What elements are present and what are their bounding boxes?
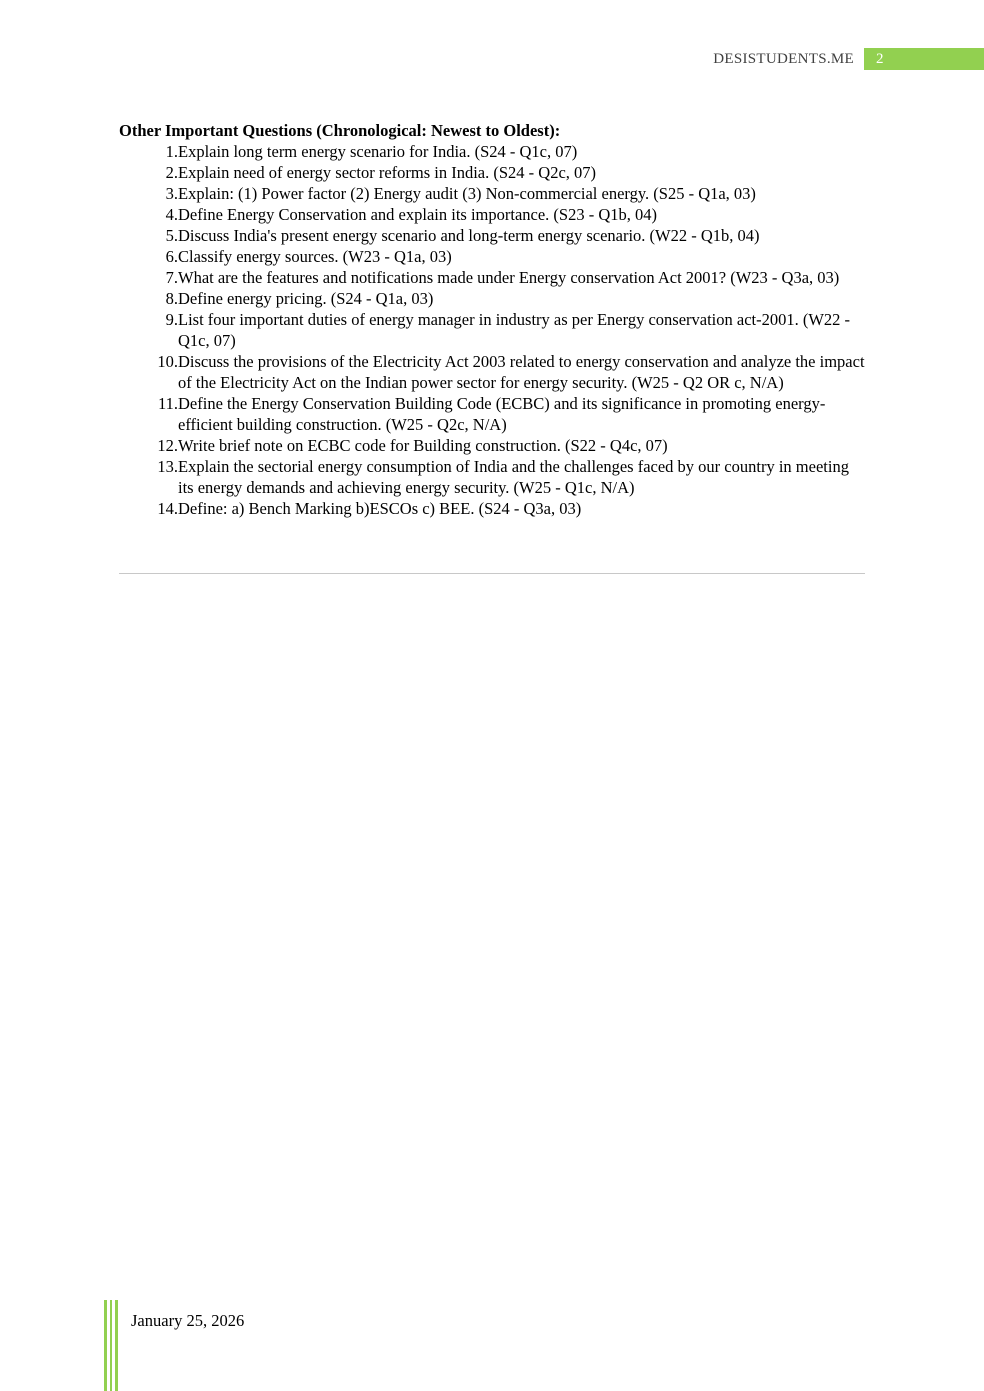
list-item bbox=[119, 393, 865, 435]
list-item bbox=[119, 183, 865, 204]
question-number: 1. bbox=[165, 142, 178, 161]
list-item bbox=[119, 267, 865, 288]
question-number: 3. bbox=[165, 184, 178, 203]
question-text: Explain the sectorial energy consumption of India and the challenges faced by our country in meeting its energy demands and achieving energy security. (W25 - Q1c, N/A) bbox=[178, 457, 849, 497]
page-number: 2 bbox=[864, 48, 984, 70]
question-number: 5. bbox=[165, 226, 178, 245]
question-number: 9. bbox=[165, 310, 178, 329]
footer-accent-bars bbox=[104, 1300, 118, 1391]
list-item bbox=[119, 162, 865, 183]
list-item bbox=[119, 351, 865, 393]
footer-bar bbox=[115, 1300, 118, 1391]
question-number: 11. bbox=[157, 394, 178, 413]
list-item bbox=[119, 288, 865, 309]
list-item bbox=[119, 435, 865, 456]
list-item bbox=[119, 498, 865, 519]
question-number: 4. bbox=[165, 205, 178, 224]
list-item bbox=[119, 141, 865, 162]
question-text: Discuss the provisions of the Electricity Act 2003 related to energy conservation and analyze the impact of the Electricity Act on the Indian power sector for energy security. (W25 - Q2 OR c, N/A) bbox=[178, 352, 865, 392]
question-number: 7. bbox=[165, 268, 178, 287]
question-text: Classify energy sources. (W23 - Q1a, 03) bbox=[178, 247, 452, 266]
question-text: Explain long term energy scenario for India. (S24 - Q1c, 07) bbox=[178, 142, 578, 161]
question-number: 2. bbox=[165, 163, 178, 182]
footer-bar bbox=[110, 1300, 113, 1391]
list-item bbox=[119, 456, 865, 498]
question-text: Discuss India's present energy scenario and long-term energy scenario. (W22 - Q1b, 04) bbox=[178, 226, 760, 245]
page-header bbox=[713, 48, 984, 70]
question-number: 13. bbox=[157, 457, 178, 476]
section-divider bbox=[119, 573, 865, 574]
list-item bbox=[119, 309, 865, 351]
question-number: 6. bbox=[165, 247, 178, 266]
question-text: Explain: (1) Power factor (2) Energy audit (3) Non-commercial energy. (S25 - Q1a, 03) bbox=[178, 184, 756, 203]
question-text: Explain need of energy sector reforms in India. (S24 - Q2c, 07) bbox=[178, 163, 597, 182]
question-text: List four important duties of energy manager in industry as per Energy conservation act-2001. (W22 - Q1c, 07) bbox=[178, 310, 851, 350]
section-title: Other Important Questions (Chronological: Newest to Oldest): bbox=[119, 121, 561, 140]
question-number: 12. bbox=[157, 436, 178, 455]
question-text: Define energy pricing. (S24 - Q1a, 03) bbox=[178, 289, 434, 308]
question-list bbox=[119, 141, 865, 519]
list-item bbox=[119, 204, 865, 225]
list-item bbox=[119, 225, 865, 246]
document-body bbox=[119, 120, 865, 519]
question-text: Write brief note on ECBC code for Building construction. (S22 - Q4c, 07) bbox=[178, 436, 668, 455]
question-text: What are the features and notifications made under Energy conservation Act 2001? (W23 - Q3a, 03) bbox=[178, 268, 840, 287]
footer-date: January 25, 2026 bbox=[131, 1311, 245, 1330]
question-text: Define Energy Conservation and explain its importance. (S23 - Q1b, 04) bbox=[178, 205, 657, 224]
question-text: Define the Energy Conservation Building Code (ECBC) and its significance in promoting energy-efficient building construction. (W25 - Q2c, N/A) bbox=[178, 394, 826, 434]
list-item bbox=[119, 246, 865, 267]
question-number: 14. bbox=[157, 499, 178, 518]
footer-bar bbox=[104, 1300, 107, 1391]
question-text: Define: a) Bench Marking b)ESCOs c) BEE. (S24 - Q3a, 03) bbox=[178, 499, 582, 518]
site-name: DESISTUDENTS.ME bbox=[713, 50, 854, 67]
question-number: 8. bbox=[165, 289, 178, 308]
question-number: 10. bbox=[157, 352, 178, 371]
